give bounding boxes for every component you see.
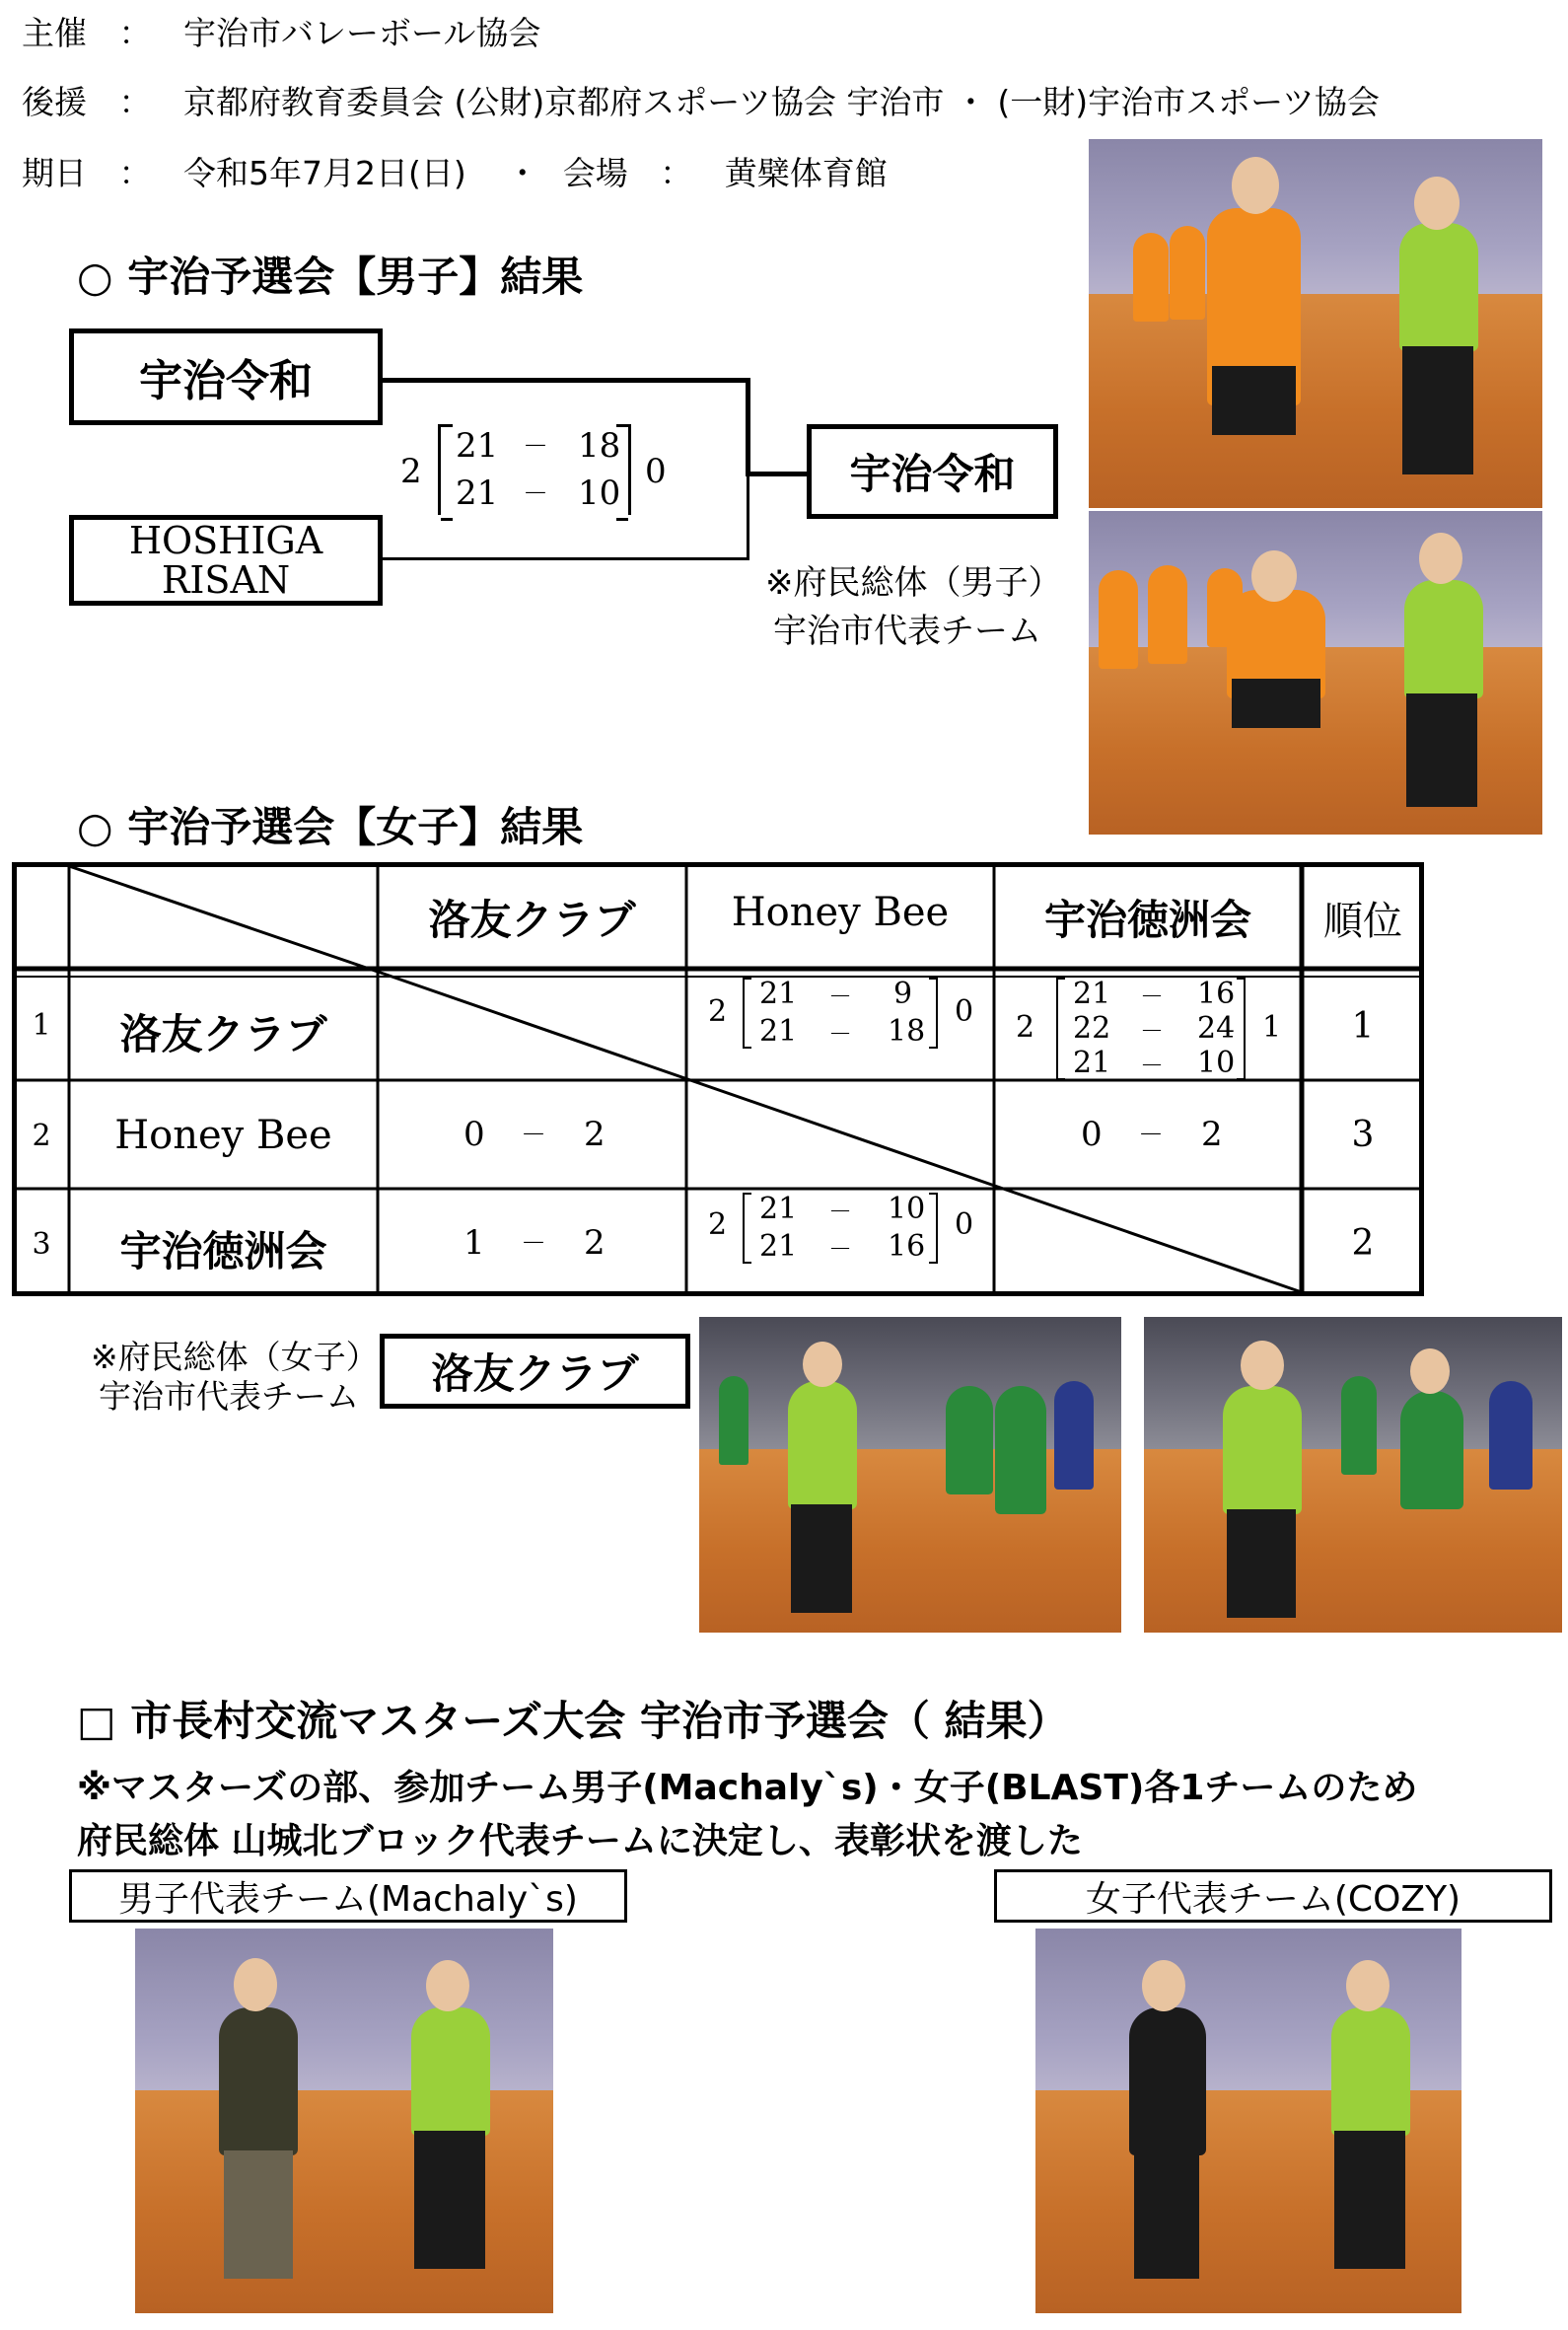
masters-women-photo bbox=[1035, 1929, 1461, 2313]
women-note-line2: 宇治市代表チーム bbox=[99, 1377, 359, 1416]
men-sets-b: 0 bbox=[645, 452, 667, 491]
r1c3-s3b: 10 bbox=[1197, 1046, 1236, 1080]
women-award-photo-2 bbox=[1144, 1317, 1562, 1633]
dash: － bbox=[1138, 1121, 1165, 1150]
dash: － bbox=[1140, 1052, 1164, 1079]
dash: － bbox=[1140, 983, 1164, 1010]
masters-body-line2: 府民総体 山城北ブロック代表チームに決定し、表彰状を渡した bbox=[77, 1821, 1083, 1861]
r3c2-right: 0 bbox=[955, 1207, 974, 1242]
masters-body-line1: ※マスターズの部、参加チーム男子(Machaly`s)・女子(BLAST)各1チームのため bbox=[77, 1768, 1418, 1808]
r1c3-s1b: 16 bbox=[1197, 977, 1236, 1011]
date-value: 令和5年7月2日(日) bbox=[183, 154, 466, 192]
rank-2: 3 bbox=[1351, 1115, 1375, 1155]
r1c2-s2b: 18 bbox=[888, 1014, 926, 1049]
dash: － bbox=[523, 479, 549, 509]
rank-3: 2 bbox=[1351, 1223, 1375, 1264]
row-team-1: 洛友クラブ bbox=[119, 1010, 327, 1058]
r2c1-b: 2 bbox=[584, 1115, 606, 1154]
colon: ： bbox=[660, 154, 693, 192]
men-set2-b: 10 bbox=[578, 473, 621, 513]
masters-men-label: 男子代表チーム(Machaly`s) bbox=[118, 1878, 578, 1920]
men-set1-a: 21 bbox=[456, 426, 499, 466]
dash: － bbox=[1140, 1017, 1164, 1045]
row-team-3: 宇治徳洲会 bbox=[119, 1227, 327, 1275]
col-header-honeybee: Honey Bee bbox=[731, 890, 950, 935]
men-note-line1: ※府民総体（男子） bbox=[765, 563, 1062, 603]
dash: － bbox=[523, 432, 549, 462]
rank-1: 1 bbox=[1351, 1006, 1375, 1047]
r2c3-b: 2 bbox=[1201, 1115, 1223, 1154]
r3c2-s1b: 10 bbox=[888, 1192, 926, 1226]
r1c3-s1a: 21 bbox=[1073, 977, 1111, 1011]
sponsor-label: 主催 bbox=[22, 14, 87, 52]
men-team-b-line2: RISAN bbox=[161, 558, 291, 602]
dash: － bbox=[521, 1229, 547, 1259]
dash: － bbox=[828, 1235, 852, 1263]
r1c3-right: 1 bbox=[1262, 1010, 1282, 1045]
masters-women-label-box bbox=[994, 1869, 1552, 1923]
r3c1-a: 1 bbox=[463, 1223, 485, 1263]
men-team-a: 宇治令和 bbox=[139, 356, 313, 406]
r1c2-s1a: 21 bbox=[759, 977, 798, 1011]
r1c3-s2b: 24 bbox=[1197, 1011, 1236, 1046]
venue-value: 黄檗体育館 bbox=[724, 154, 888, 192]
men-heading: ○ 宇治予選会【男子】結果 bbox=[77, 253, 584, 301]
r1c3-s3a: 21 bbox=[1073, 1046, 1111, 1080]
r1c3-left: 2 bbox=[1016, 1010, 1035, 1045]
masters-heading: □ 市長村交流マスターズ大会 宇治市予選会（ 結果） bbox=[77, 1697, 1069, 1745]
col-header-rank: 順位 bbox=[1323, 899, 1402, 944]
r3c2-s1a: 21 bbox=[759, 1192, 798, 1226]
col-header-rakuyu: 洛友クラブ bbox=[428, 896, 636, 944]
date-line: 期日 ： 令和5年7月2日(日) ・ 会場 ： 黄檗体育館 bbox=[22, 154, 888, 192]
r3c2-s2b: 16 bbox=[888, 1229, 926, 1264]
r3c2-s2a: 21 bbox=[759, 1229, 798, 1264]
date-label: 期日 bbox=[22, 154, 87, 192]
dash: － bbox=[828, 1198, 852, 1225]
r1c2-s2a: 21 bbox=[759, 1014, 798, 1049]
men-sets-a: 2 bbox=[400, 452, 422, 491]
row-no-1: 1 bbox=[32, 1008, 51, 1043]
r3c1-b: 2 bbox=[584, 1223, 606, 1263]
r1c2-left: 2 bbox=[708, 994, 728, 1029]
women-heading: ○ 宇治予選会【女子】結果 bbox=[77, 803, 584, 851]
r1c2-right: 0 bbox=[955, 994, 974, 1029]
r2c3-a: 0 bbox=[1081, 1115, 1103, 1154]
dash: － bbox=[828, 983, 852, 1010]
masters-men-photo bbox=[135, 1929, 553, 2313]
men-note-line2: 宇治市代表チーム bbox=[773, 612, 1041, 651]
row-no-3: 3 bbox=[32, 1227, 51, 1262]
masters-women-label: 女子代表チーム(COZY) bbox=[1085, 1878, 1461, 1920]
men-team-b-line1: HOSHIGA bbox=[128, 519, 323, 562]
col-header-tokushukai: 宇治徳洲会 bbox=[1043, 896, 1251, 944]
colon: ： bbox=[118, 14, 152, 52]
r1c2-s1b: 9 bbox=[893, 977, 913, 1011]
support-label: 後援 bbox=[22, 83, 87, 121]
colon: ： bbox=[118, 83, 152, 121]
r1c3-s2a: 22 bbox=[1073, 1011, 1111, 1046]
men-set2-a: 21 bbox=[456, 473, 499, 513]
masters-men-label-box bbox=[69, 1869, 627, 1923]
women-note-line1: ※府民総体（女子） bbox=[91, 1338, 379, 1376]
women-winner-box bbox=[380, 1334, 690, 1409]
venue-label: 会場 bbox=[562, 154, 628, 192]
women-award-photo-1 bbox=[699, 1317, 1121, 1633]
colon: ： bbox=[118, 154, 152, 192]
row-team-2: Honey Bee bbox=[114, 1113, 332, 1158]
dash: － bbox=[828, 1020, 852, 1048]
men-winner: 宇治令和 bbox=[849, 450, 1016, 498]
r2c1-a: 0 bbox=[463, 1115, 485, 1154]
women-winner: 洛友クラブ bbox=[431, 1349, 639, 1398]
dash: － bbox=[521, 1121, 547, 1150]
r3c2-left: 2 bbox=[708, 1207, 728, 1242]
sponsor-value: 宇治市バレーボール協会 bbox=[183, 14, 541, 52]
support-value: 京都府教育委員会 (公財)京都府スポーツ協会 宇治市 ・ (一財)宇治市スポーツ協会 bbox=[183, 83, 1380, 121]
men-set1-b: 18 bbox=[578, 426, 621, 466]
row-no-2: 2 bbox=[32, 1119, 51, 1153]
